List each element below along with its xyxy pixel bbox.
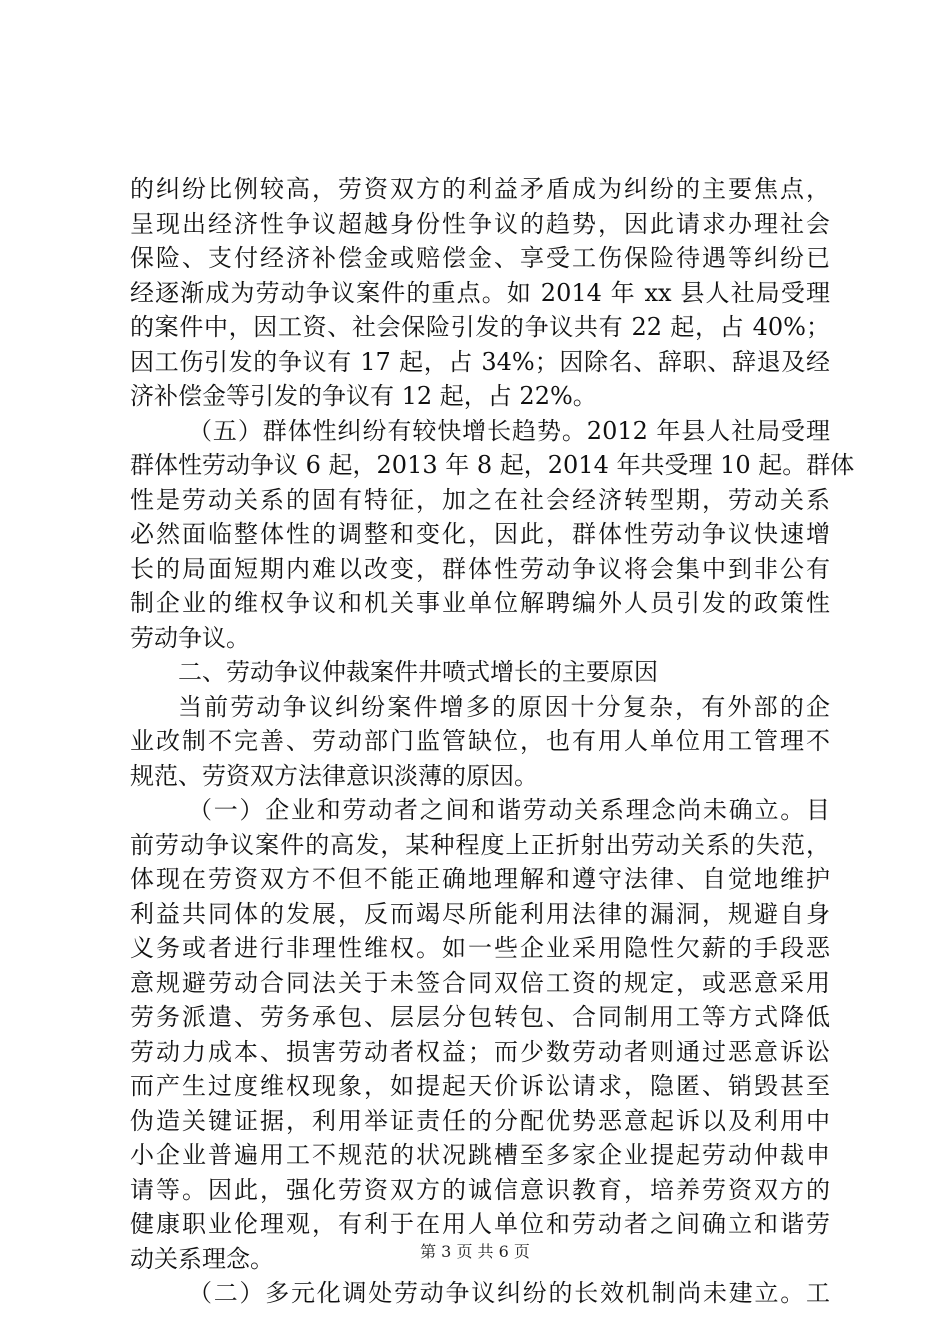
paragraph-first-line: 当前劳动争议纠纷案件增多的原因十分复杂，有外部的企	[178, 692, 830, 721]
body-line: 伪造关键证据，利用举证责任的分配优势恶意起诉以及利用中	[130, 1106, 830, 1135]
body-line: 呈现出经济性争议超越身份性争议的趋势，因此请求办理社会	[130, 209, 830, 238]
body-line: 业改制不完善、劳动部门监管缺位，也有用人单位用工管理不	[130, 727, 830, 755]
body-line: 的纠纷比例较高，劳资双方的利益矛盾成为纠纷的主要焦点，	[130, 175, 830, 203]
body-line: 义务或者进行非理性维权。如一些企业采用隐性欠薪的手段恶	[130, 934, 830, 962]
body-line: 请等。因此，强化劳资双方的诚信意识教育，培养劳资双方的	[130, 1175, 830, 1204]
body-line: 保险、支付经济补偿金或赔偿金、享受工伤保险待遇等纠纷已	[130, 244, 830, 272]
body-line: 而产生过度维权现象，如提起天价诉讼请求，隐匿、销毁甚至	[130, 1072, 830, 1100]
body-line: 动关系理念。	[130, 1244, 274, 1273]
body-line: 健康职业伦理观，有利于在用人单位和劳动者之间确立和谐劳	[130, 1210, 830, 1238]
document-body	[130, 172, 855, 1311]
subsection-two-heading-line: （二）多元化调处劳动争议纠纷的长效机制尚未建立。工	[188, 1279, 830, 1307]
body-line: 因工伤引发的争议有 17 起，占 34%；因除名、辞职、辞退及经	[130, 347, 830, 376]
body-line: 的案件中，因工资、社会保险引发的争议共有 22 起，占 40%；	[130, 313, 830, 341]
body-line: 济补偿金等引发的争议有 12 起，占 22%。	[130, 382, 597, 410]
section-five-heading-line: （五）群体性纠纷有较快增长趋势。2012 年县人社局受理	[188, 416, 830, 445]
body-line: 劳动争议。	[130, 623, 250, 652]
body-line: 必然面临整体性的调整和变化，因此，群体性劳动争议快速增	[130, 520, 830, 548]
body-line: 制企业的维权争议和机关事业单位解聘编外人员引发的政策性	[130, 589, 830, 617]
body-line: 经逐渐成为劳动争议案件的重点。如 2014 年 xx 县人社局受理	[130, 278, 830, 307]
body-line: 长的局面短期内难以改变，群体性劳动争议将会集中到非公有	[130, 554, 830, 583]
body-line: 规范、劳资双方法律意识淡薄的原因。	[130, 761, 538, 790]
section-two-heading: 二、劳动争议仲裁案件井喷式增长的主要原因	[178, 658, 658, 686]
body-line: 劳务派遣、劳务承包、层层分包转包、合同制用工等方式降低	[130, 1003, 830, 1031]
body-line: 群体性劳动争议 6 起，2013 年 8 起，2014 年共受理 10 起。群体	[130, 451, 855, 479]
page-number-footer: 第 3 页 共 6 页	[420, 1242, 530, 1261]
body-line: 利益共同体的发展，反而竭尽所能利用法律的漏洞，规避自身	[130, 899, 830, 928]
body-line: 意规避劳动合同法关于未签合同双倍工资的规定，或恶意采用	[130, 968, 830, 997]
body-line: 前劳动争议案件的高发，某种程度上正折射出劳动关系的失范，	[130, 830, 830, 859]
body-line: 劳动力成本、损害劳动者权益；而少数劳动者则通过恶意诉讼	[130, 1037, 830, 1066]
body-line: 体现在劳资双方不但不能正确地理解和遵守法律、自觉地维护	[130, 865, 830, 893]
body-line: 性是劳动关系的固有特征，加之在社会经济转型期，劳动关系	[130, 485, 830, 514]
body-line: 小企业普遍用工不规范的状况跳槽至多家企业提起劳动仲裁申	[130, 1141, 830, 1169]
subsection-one-heading-line: （一）企业和劳动者之间和谐劳动关系理念尚未确立。目	[188, 796, 830, 824]
